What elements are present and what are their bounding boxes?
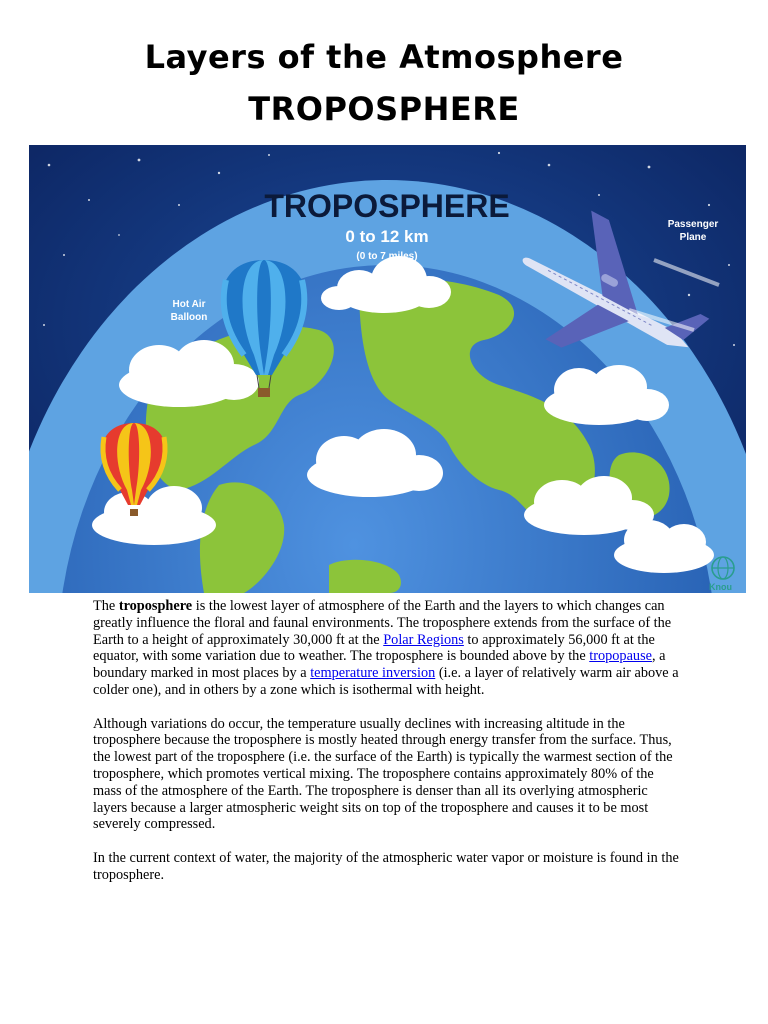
paragraph-2: Although variations do occur, the temperature usually declines with increasing altitude in the troposphere because the troposphere is mostly heated through energy transfer from the surface. Thus, the lowest part of the troposphere (i.e. the surface of the Earth) is typically the warmest section of the troposphere, which promotes vertical mixing. The troposphere contains approximately 80% of the mass of the atmosphere of the Earth. The troposphere is denser than all its overlying atmospheric layers because a larger atmospheric weight sits on top of the troposphere and causes it to be most severely compressed. xyxy=(93,715,673,833)
page-subtitle: TROPOSPHERE xyxy=(248,90,520,128)
troposphere-illustration xyxy=(29,145,746,593)
figure-range-miles: (0 to 7 miles) xyxy=(356,251,418,262)
link-temperature-inversion[interactable]: temperature inversion xyxy=(310,665,436,682)
figure-range-km: 0 to 12 km xyxy=(345,227,429,246)
link-polar-regions[interactable]: Polar Regions xyxy=(383,631,464,648)
balloon-label-line1: Hot Air xyxy=(172,299,206,310)
plane-label-line2: Plane xyxy=(679,232,707,243)
plane-label-line1: Passenger xyxy=(667,219,719,230)
link-tropopause[interactable]: tropopause xyxy=(589,648,652,665)
paragraph-1: The troposphere is the lowest layer of atmosphere of the Earth and the layers to which changes can greatly influence the floral and faunal environments. The troposphere extends from the surface of the Earth to a height of approximately 30,000 ft at the Polar Regions to approximately 56,000 ft at the equator, with some variation due to weather. The troposphere is bounded above by the tropopause, a boundary marked in most places by a temperature inversion (i.e. a layer of relatively warm air above a colder one), and in others by a zone which is isothermal with height. xyxy=(93,598,679,698)
watermark-text: Knou xyxy=(709,582,732,592)
page-title: Layers of the Atmosphere xyxy=(144,38,624,76)
paragraph-3: In the current context of water, the majority of the atmospheric water vapor or moisture is found in the troposphere. xyxy=(93,849,679,883)
term-troposphere: troposphere xyxy=(118,598,193,614)
balloon-label-line2: Balloon xyxy=(170,312,208,323)
figure-heading: TROPOSPHERE xyxy=(264,188,510,224)
article-body xyxy=(93,598,683,900)
